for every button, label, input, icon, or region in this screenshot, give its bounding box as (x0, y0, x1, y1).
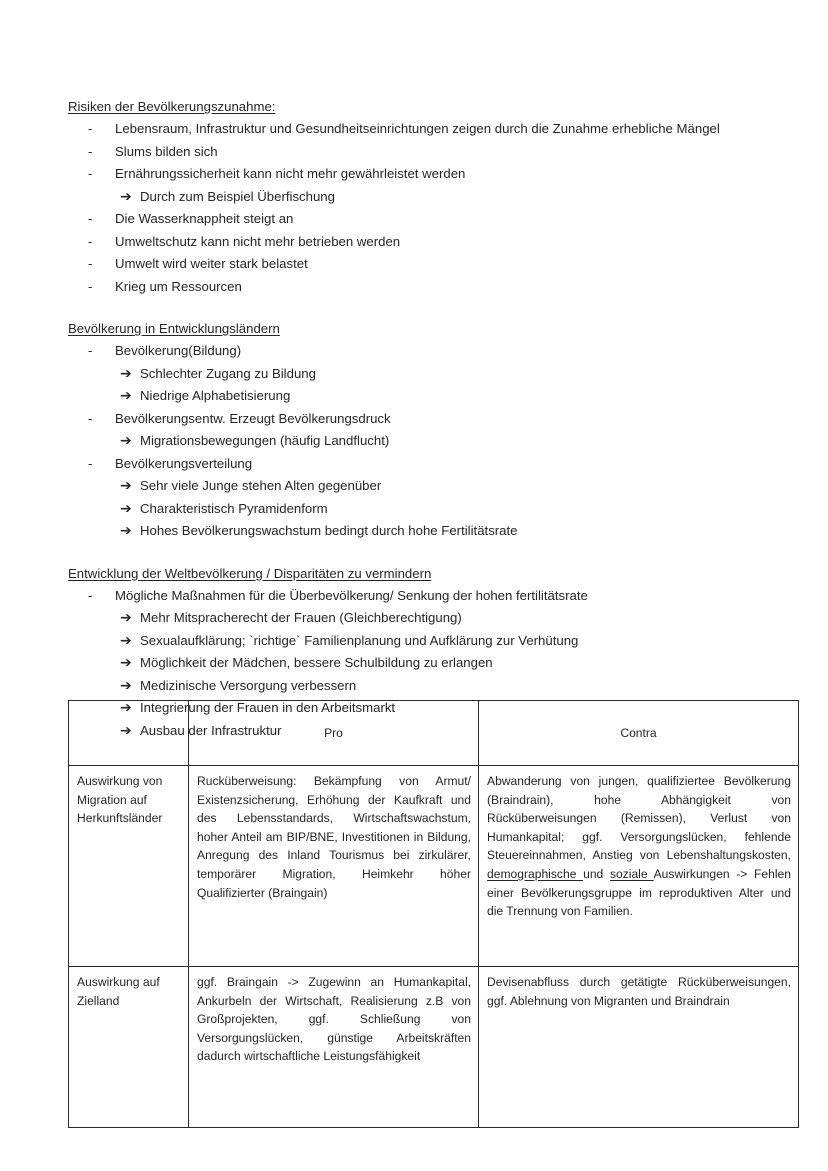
arrow-right-icon: ➔ (120, 188, 131, 205)
section-heading: Risiken der Bevölkerungszunahme: (68, 99, 276, 114)
row-label: Auswirkung auf Zielland (69, 967, 189, 1128)
bullet-text: Ernährungssicherheit kann nicht mehr gewährleistet werden (115, 166, 466, 181)
table-header-corner (69, 701, 189, 766)
bullet-list (68, 118, 798, 298)
arrow-bullet-item (68, 498, 798, 521)
arrow-bullet-item (68, 675, 798, 698)
dash-bullet-item (68, 163, 798, 186)
bullet-text: Mehr Mitspracherecht der Frauen (Gleichberechtigung) (140, 610, 462, 625)
arrow-right-icon: ➔ (120, 632, 131, 649)
row-pro-text: ggf. Braingain -> Zugewinn an Humankapital, Ankurbeln der Wirtschaft, Realisierung z.B von Großprojekten, ggf. Schließung von Versorgungslücken, günstige Arbeitskräften dadurch wirtschaftliche Leistungsfähigkeit (189, 967, 479, 1128)
row-contra-text (479, 967, 799, 1128)
dash-bullet-item (68, 208, 798, 231)
bullet-text: Medizinische Versorgung verbessern (140, 677, 357, 693)
dash-bullet-item (68, 118, 798, 141)
bullet-text: Schlechter Zugang zu Bildung (140, 365, 316, 381)
row-label: Auswirkung von Migration auf Herkunftsländer (69, 766, 189, 967)
note-section (68, 98, 798, 298)
underlined-text: soziale (609, 866, 654, 881)
arrow-right-icon: ➔ (120, 700, 131, 716)
plain-text: Abwanderung von jungen, qualifiziertee Bevölkerung (Braindrain), hohe Abhängigkeit von Rücküberweisungen (Remissen), Verlust von Humankapital; ggf. Versorgungslücken, fehlende Steuereinnahmen, Anstieg von Lebenshaltungskosten, (487, 774, 791, 863)
arrow-right-icon: ➔ (120, 433, 131, 449)
table-header-pro: Pro (189, 701, 479, 766)
row-contra-text (479, 766, 799, 967)
bullet-list (68, 340, 798, 543)
arrow-right-icon: ➔ (120, 478, 131, 494)
plain-text: und (583, 866, 610, 881)
bullet-text: Die Wasserknappheit steigt an (115, 211, 294, 226)
bullet-text: Hohes Bevölkerungswachstum bedingt durch hohe Fertilitätsrate (140, 523, 518, 538)
bullet-text: Möglichkeit der Mädchen, bessere Schulbildung zu erlangen (140, 655, 493, 670)
bullet-text: Charakteristisch Pyramidenform (140, 500, 328, 516)
bullet-text: Integrierung der Frauen in den Arbeitsmarkt (140, 700, 396, 715)
arrow-bullet-item (68, 475, 798, 498)
bullet-text: Niedrige Alphabetisierung (140, 388, 291, 403)
arrow-right-icon: ➔ (120, 722, 131, 739)
bullet-text: Slums bilden sich (115, 143, 218, 159)
bullet-text: Ausbau der Infrastruktur (140, 722, 282, 738)
arrow-bullet-item (68, 363, 798, 386)
bullet-text: Krieg um Ressourcen (115, 278, 242, 294)
table-header-row (69, 701, 799, 766)
bullet-text: Durch zum Beispiel Überfischung (140, 188, 335, 204)
plain-text: Devisenabfluss durch getätigte Rücküberweisungen, ggf. Ablehnung von Migranten und Braindrain (487, 975, 791, 1008)
bullet-text: Lebensraum, Infrastruktur und Gesundheitseinrichtungen zeigen durch die Zunahme erhebliche Mängel (115, 121, 720, 136)
plain-text: Auswirkungen -> Fehlen einer Bevölkerungsgruppe im reproduktiven Alter und die Trennung von Familien. (487, 866, 791, 919)
arrow-right-icon: ➔ (120, 523, 131, 539)
underlined-text: demographische (487, 866, 584, 881)
note-section (68, 320, 798, 543)
bullet-text: Umweltschutz kann nicht mehr betrieben werden (115, 233, 401, 249)
arrow-right-icon: ➔ (120, 388, 131, 404)
bullet-text: Mögliche Maßnahmen für die Überbevölkerung/ Senkung der hohen fertilitätsrate (115, 587, 588, 603)
arrow-right-icon: ➔ (120, 500, 131, 517)
section-heading: Bevölkerung in Entwicklungsländern (68, 321, 280, 336)
arrow-right-icon: ➔ (120, 677, 131, 694)
dash-bullet-item (68, 141, 798, 164)
bullet-text: Umwelt wird weiter stark belastet (115, 256, 308, 271)
arrow-bullet-item (68, 607, 798, 630)
dash-bullet-item (68, 585, 798, 608)
bullet-text: Bevölkerungsverteilung (115, 455, 253, 471)
dash-bullet-item (68, 453, 798, 476)
dash-bullet-item (68, 340, 798, 363)
table-header-contra: Contra (479, 701, 799, 766)
dash-bullet-item (68, 276, 798, 299)
bullet-text: Bevölkerung(Bildung) (115, 343, 242, 358)
dash-bullet-item (68, 253, 798, 276)
arrow-bullet-item (68, 430, 798, 453)
arrow-right-icon: ➔ (120, 365, 131, 382)
notes-body (68, 98, 798, 742)
table-row (69, 766, 799, 967)
dash-bullet-item (68, 231, 798, 254)
section-heading: Entwicklung der Weltbevölkerung / Disparitäten zu vermindern (68, 565, 432, 581)
bullet-text: Migrationsbewegungen (häufig Landflucht) (140, 433, 390, 448)
arrow-right-icon: ➔ (120, 655, 131, 671)
arrow-bullet-item (68, 652, 798, 675)
table-row (69, 967, 799, 1128)
arrow-bullet-item (68, 520, 798, 543)
arrow-right-icon: ➔ (120, 610, 131, 626)
row-pro-text: Rucküberweisung: Bekämpfung von Armut/ Existenzsicherung, Erhöhung der Kaufkraft und des Lebensstandards, Wirtschaftswachstum, hoher Anteil am BIP/BNE, Investitionen in Bildung, Anregung des Inland Tourismus bei zirkulärer, temporärer Migration, Heimkehr höher Qualifizierter (Braingain) (189, 766, 479, 967)
bullet-text: Sehr viele Junge stehen Alten gegenüber (140, 478, 382, 493)
pro-contra-table (68, 700, 799, 1128)
dash-bullet-item (68, 408, 798, 431)
arrow-bullet-item (68, 385, 798, 408)
bullet-text: Sexualaufklärung; `richtige` Familienplanung und Aufklärung zur Verhütung (140, 632, 579, 648)
arrow-bullet-item (68, 630, 798, 653)
arrow-bullet-item (68, 186, 798, 209)
bullet-text: Bevölkerungsentw. Erzeugt Bevölkerungsdruck (115, 410, 391, 426)
